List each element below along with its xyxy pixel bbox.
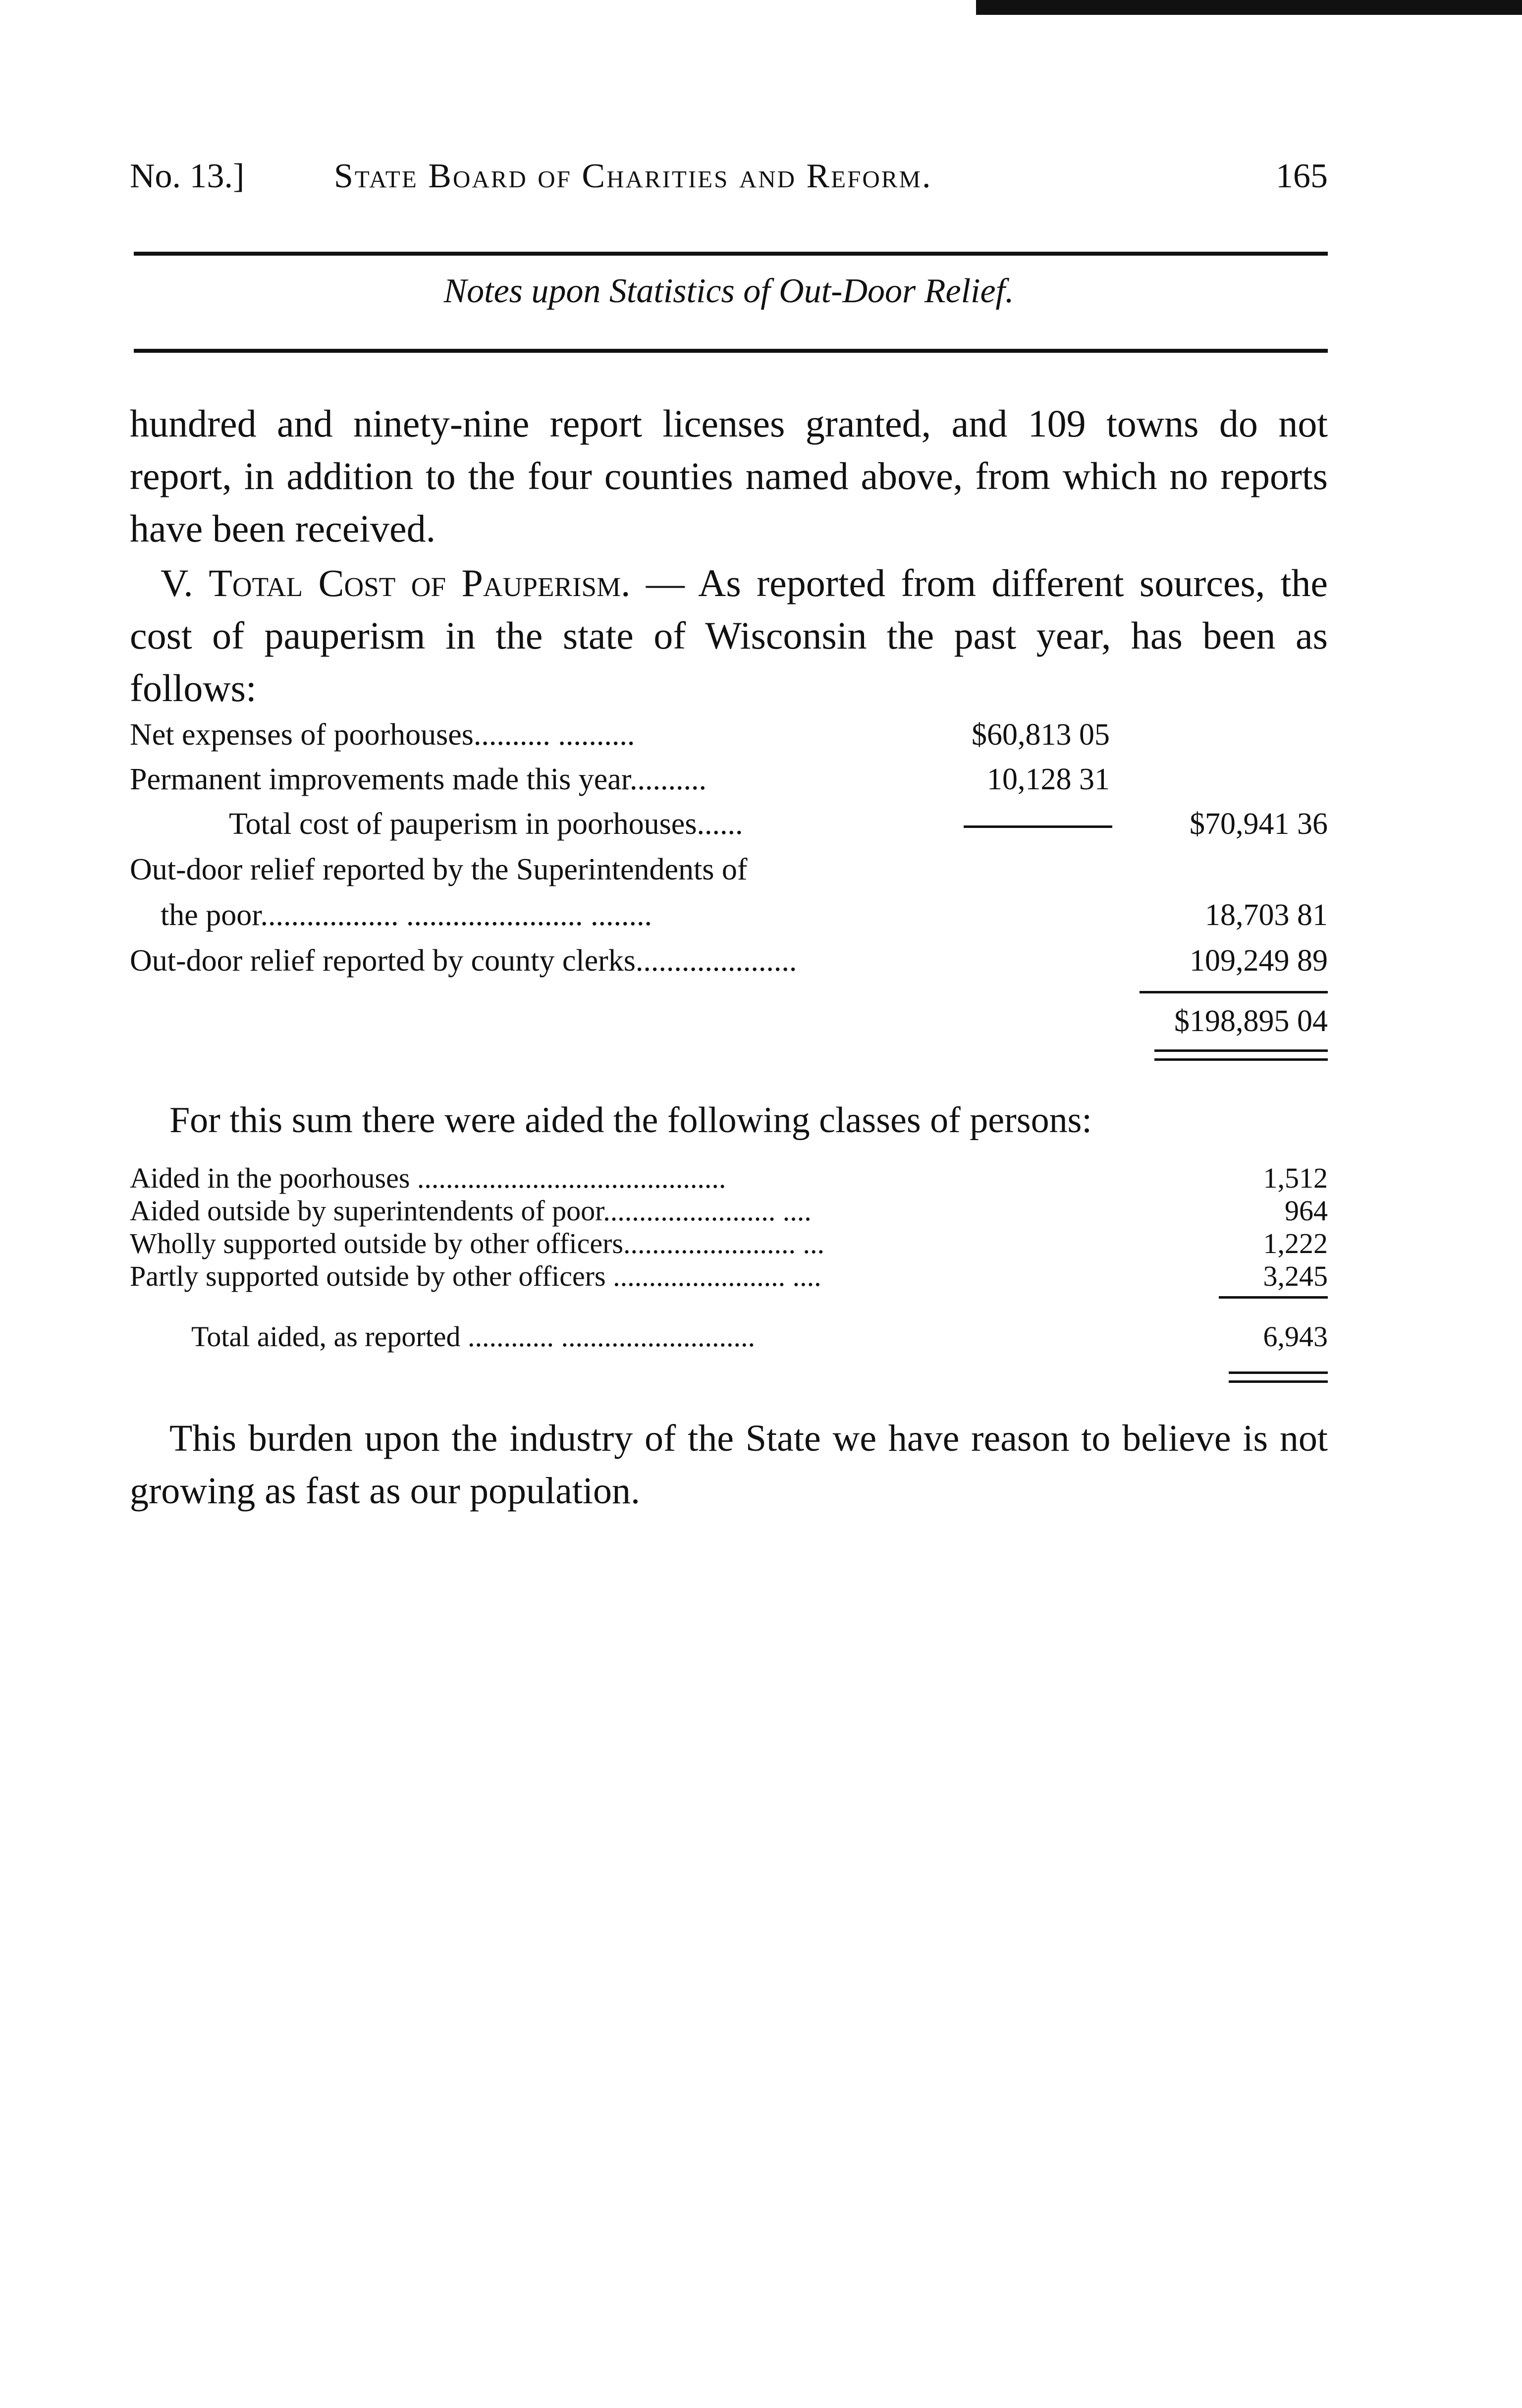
sum-rule (1140, 991, 1328, 993)
closing-paragraph: This burden upon the industry of the State we have reason to believe is not growing as fast as our population. (130, 1418, 1328, 1512)
cost-value: $70,941 36 (1190, 807, 1328, 841)
persons-label: Aided in the poorhouses ........................................... (130, 1162, 726, 1194)
cost-row-permanent (130, 762, 1328, 802)
persons-label: Wholly supported outside by other officers........................ ... (130, 1227, 824, 1259)
persons-label: Aided outside by superintendents of poor........................ .... (130, 1195, 812, 1227)
persons-total-value: 6,943 (1263, 1320, 1328, 1353)
page-number: 165 (1276, 157, 1328, 195)
persons-sum-rule (1219, 1296, 1328, 1299)
persons-label: Partly supported outside by other officers ........................ .... (130, 1260, 821, 1292)
persons-total-label: Total aided, as reported ............ ........................... (191, 1320, 755, 1353)
persons-value: 1,512 (1263, 1162, 1328, 1194)
cost-row-superintendents-1 (130, 852, 1328, 892)
cost-label: the poor.................. ....................... ........ (161, 898, 652, 932)
cost-row-total-poorhouses (130, 807, 1328, 846)
blank-rule (964, 825, 1112, 828)
page-header (130, 157, 1328, 201)
cost-label: Out-door relief reported by county clerks..................... (130, 944, 797, 978)
grand-total: $198,895 04 (1174, 1004, 1328, 1038)
section-text: — As reported from different sources, the cost of pauperism in the state of Wisconsin the past year, has been as follows: (130, 561, 1328, 710)
persons-value: 1,222 (1263, 1227, 1328, 1259)
scan-edge-bar (976, 0, 1522, 15)
persons-row (130, 1259, 1328, 1299)
persons-total-row (130, 1320, 1328, 1360)
persons-double-rule-top (1229, 1371, 1328, 1374)
cost-value: $60,813 05 (972, 718, 1110, 752)
cost-row-superintendents-2 (130, 898, 1328, 937)
cost-label: Net expenses of poorhouses.......... .......... (130, 718, 635, 752)
cost-label: Out-door relief reported by the Superintendents of (130, 853, 748, 886)
cost-value: 18,703 81 (1205, 898, 1328, 932)
cost-row-net (130, 717, 1328, 757)
paragraph-continuation: hundred and ninety-nine report licenses granted, and 109 towns do not report, in addition to the four counties named above, from which no reports have been received. (130, 402, 1328, 550)
cost-value: 109,249 89 (1190, 944, 1328, 978)
section-subtitle: Notes upon Statistics of Out-Door Relief. (443, 272, 1014, 310)
document-number: No. 13.] (130, 157, 245, 195)
section-heading: Total Cost of Pauperism. (209, 561, 631, 604)
cost-row-county-clerks (130, 943, 1328, 983)
section-paragraph (130, 557, 1328, 714)
double-rule-bottom (1154, 1058, 1328, 1061)
cost-label: Permanent improvements made this year.......... (130, 763, 707, 796)
persons-intro: For this sum there were aided the following classes of persons: (169, 1100, 1092, 1141)
double-rule-top (1154, 1049, 1328, 1052)
cost-grand-total-row (130, 1004, 1328, 1043)
header-rule-bottom (134, 349, 1328, 353)
persons-value: 964 (1285, 1195, 1328, 1227)
persons-value: 3,245 (1263, 1260, 1328, 1292)
section-numeral: V. (161, 561, 193, 604)
cost-value: 10,128 31 (987, 763, 1110, 796)
running-title: State Board of Charities and Reform. (334, 157, 932, 195)
persons-double-rule-bottom (1229, 1380, 1328, 1383)
cost-label: Total cost of pauperism in poorhouses...... (229, 807, 743, 841)
header-rule-top (134, 252, 1328, 256)
